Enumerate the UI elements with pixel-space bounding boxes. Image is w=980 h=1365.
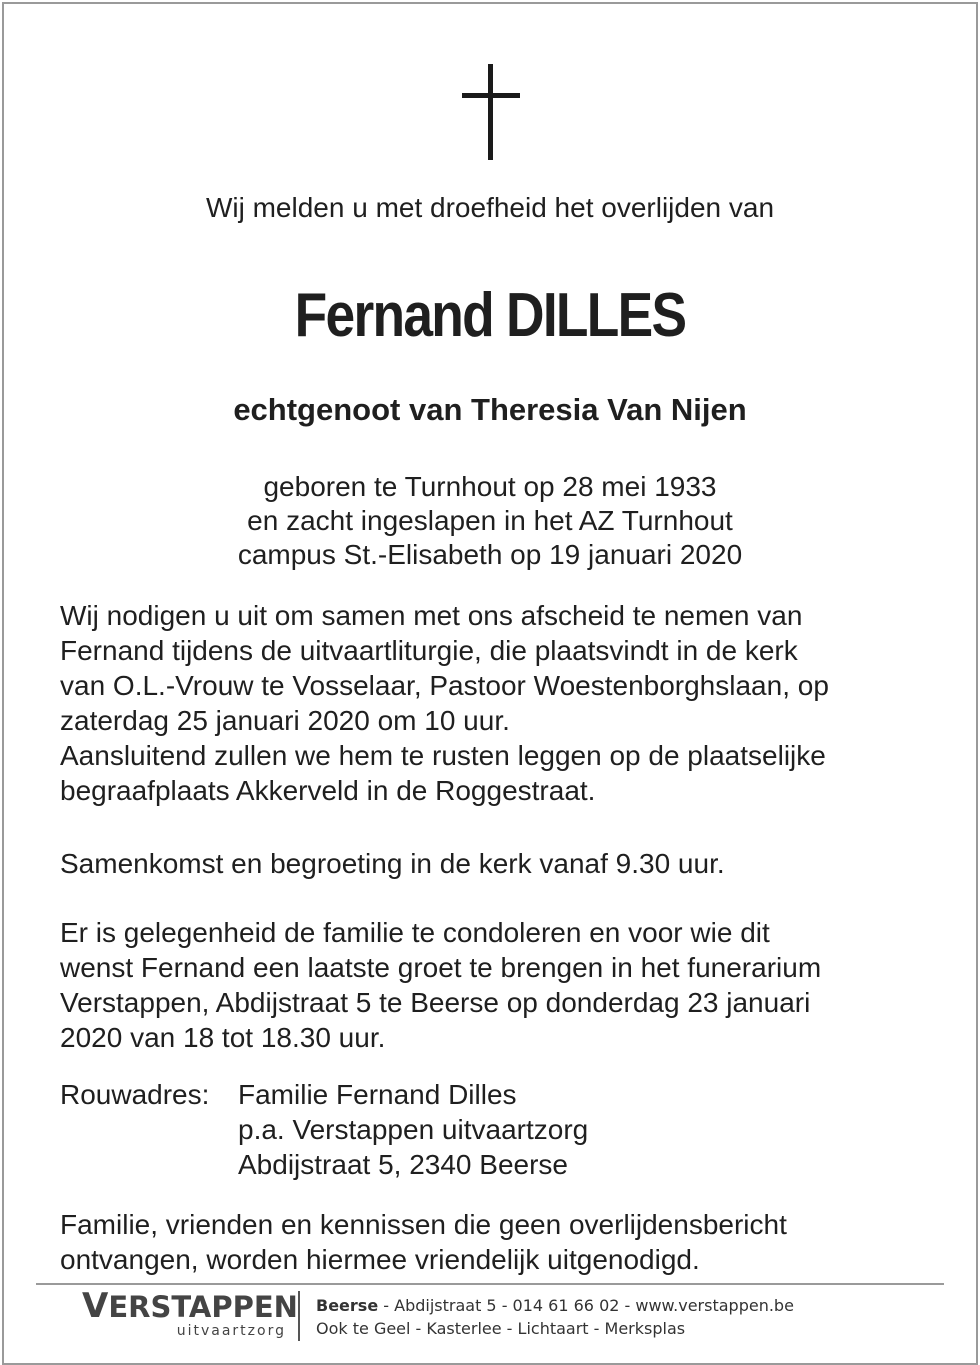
invitation-line: van O.L.-Vrouw te Vosselaar, Pastoor Woestenborghslaan, op (60, 670, 829, 701)
logo-wordmark (82, 1286, 298, 1326)
closing-line: ontvangen, worden hiermee vriendelijk uitgenodigd. (60, 1244, 700, 1275)
contact-location: Beerse (316, 1296, 379, 1315)
gathering-paragraph: Samenkomst en begroeting in de kerk vanaf 9.30 uur. (60, 848, 725, 879)
condolences-line: Verstappen, Abdijstraat 5 te Beerse op donderdag 23 januari (60, 987, 811, 1018)
invitation-line: Fernand tijdens de uitvaartliturgie, die plaatsvindt in de kerk (60, 635, 798, 666)
logo-separator (298, 1291, 300, 1341)
address-line: Familie Fernand Dilles (238, 1079, 517, 1110)
birth-line: geboren te Turnhout op 28 mei 1933 (263, 471, 717, 502)
deceased-name: Fernand DILLES (294, 281, 686, 350)
condolences-line: 2020 van 18 tot 18.30 uur. (60, 1022, 386, 1053)
invitation-line: Aansluitend zullen we hem te rusten leggen op de plaatselijke (60, 740, 826, 771)
closing-paragraph (60, 1207, 960, 1277)
logo-rest: ERSTAPPEN (108, 1290, 298, 1324)
condolences-line: wenst Fernand een laatste groet te brengen in het funerarium (60, 952, 822, 983)
address-line: p.a. Verstappen uitvaartzorg (238, 1114, 589, 1145)
address-label: Rouwadres: (60, 1079, 210, 1110)
condolences-line: Er is gelegenheid de familie te condoleren en voor wie dit (60, 917, 770, 948)
logo-subtitle: uitvaartzorg (176, 1323, 286, 1339)
footer-contact (316, 1294, 794, 1340)
address-line: Abdijstraat 5, 2340 Beerse (238, 1149, 568, 1180)
invitation-line: zaterdag 25 januari 2020 om 10 uur. (60, 705, 510, 736)
cross-icon (462, 64, 520, 160)
footer-divider (36, 1283, 944, 1285)
contact-details: - Abdijstraat 5 - 014 61 66 02 - www.verstappen.be (378, 1296, 794, 1315)
invitation-line: Wij nodigen u uit om samen met ons afscheid te nemen van (60, 600, 803, 631)
branches-line: Ook te Geel - Kasterlee - Lichtaart - Merksplas (316, 1319, 686, 1338)
verstappen-logo (82, 1286, 298, 1339)
contact-line (316, 1294, 794, 1317)
death-line: en zacht ingeslapen in het AZ Turnhout (247, 505, 733, 536)
announcement: Wij melden u met droefheid het overlijden van (205, 192, 775, 223)
life-dates (0, 470, 980, 572)
invitation-paragraph (60, 598, 960, 808)
logo-initial: V (82, 1286, 109, 1326)
invitation-line: begraafplaats Akkerveld in de Roggestraat. (60, 775, 596, 806)
death-place-line: campus St.-Elisabeth op 19 januari 2020 (237, 539, 743, 570)
condolences-paragraph (60, 915, 960, 1055)
spouse-line: echtgenoot van Theresia Van Nijen (233, 392, 747, 427)
mourning-address (60, 1077, 960, 1182)
closing-line: Familie, vrienden en kennissen die geen overlijdensbericht (60, 1209, 787, 1240)
